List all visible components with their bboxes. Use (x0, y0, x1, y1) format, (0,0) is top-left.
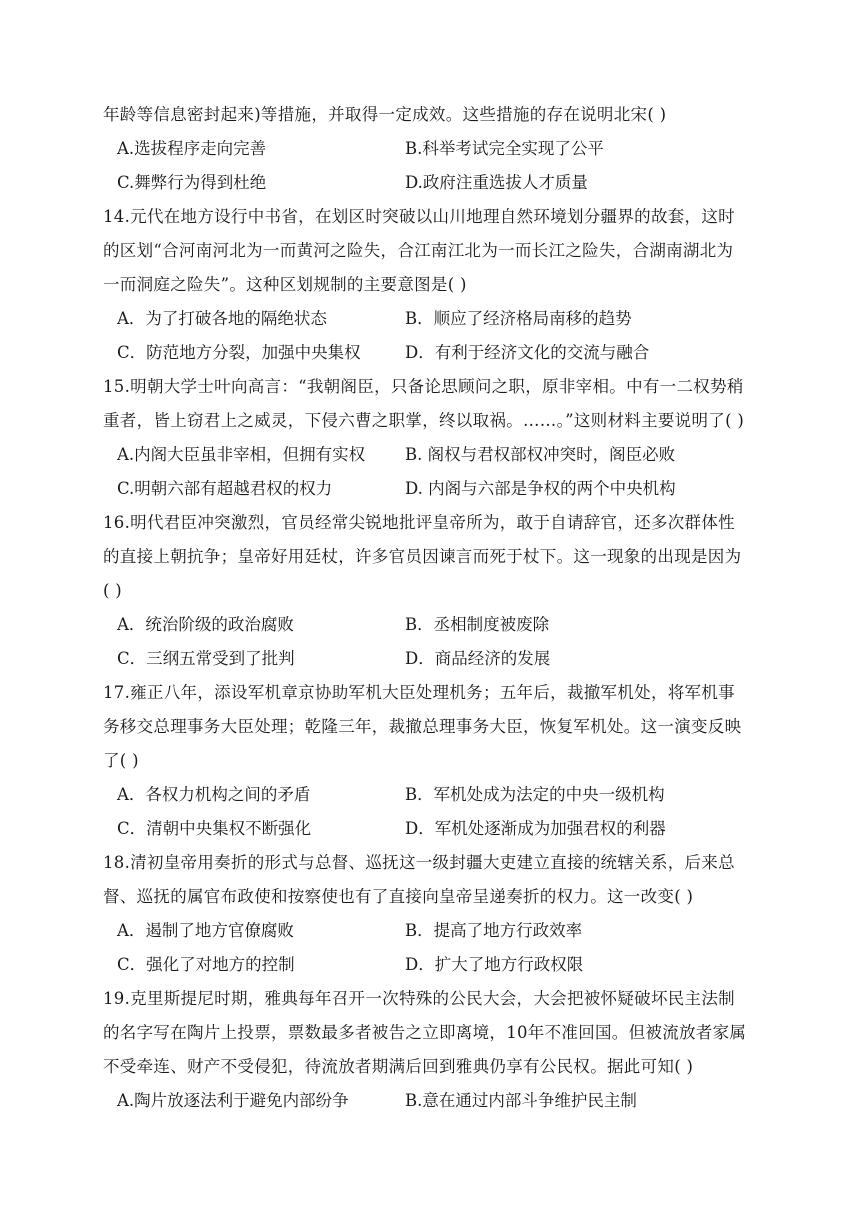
answer-option: D．扩大了地方行政权限 (405, 955, 584, 974)
answer-option: C．强化了对地方的控制 (117, 955, 295, 974)
question-text-line: 督、巡抚的属官布政使和按察使也有了直接向皇帝呈递奏折的权力。这一改变( ) (103, 887, 694, 906)
question-text-line: 14.元代在地方设行中书省，在划区时突破以山川地理自然环境划分疆界的故套，这时 (103, 207, 735, 226)
answer-options-row (103, 132, 763, 166)
question-text-line: 年龄等信息密封起来)等措施，并取得一定成效。这些措施的存在说明北宋( ) (103, 105, 667, 124)
question-text-line: 的名字写在陶片上投票，票数最多者被告之立即离境，10年不准回国。但被流放者家属 (103, 1023, 747, 1042)
answer-options-row (103, 914, 763, 948)
answer-options-row (103, 166, 763, 200)
answer-option: D. 内阁与六部是争权的两个中央机构 (405, 479, 676, 498)
answer-options-row (103, 336, 763, 370)
answer-options-row (103, 302, 763, 336)
answer-option: B.意在通过内部斗争维护民主制 (405, 1091, 637, 1110)
question-text-line: 18.清初皇帝用奏折的形式与总督、巡抚这一级封疆大吏建立直接的统辖关系，后来总 (103, 853, 735, 872)
answer-option: A．遏制了地方官僚腐败 (117, 921, 294, 940)
answer-option: A．各权力机构之间的矛盾 (117, 785, 311, 804)
answer-option: A.陶片放逐法利于避免内部纷争 (117, 1091, 349, 1110)
answer-option: B. 阁权与君权部权冲突时，阁臣必败 (405, 445, 676, 464)
answer-options-row (103, 472, 763, 506)
answer-option: A.选拔程序走向完善 (117, 139, 267, 158)
answer-option: A.内阁大臣虽非宰相，但拥有实权 (117, 445, 366, 464)
question-text-line: 了( ) (103, 751, 139, 770)
answer-option: A．为了打破各地的隔绝状态 (117, 309, 327, 328)
answer-options-row (103, 948, 763, 982)
answer-option: B.科举考试完全实现了公平 (405, 139, 604, 158)
question-text-line: 不受牵连、财产不受侵犯，待流放者期满后回到雅典仍享有公民权。据此可知( ) (103, 1057, 694, 1076)
answer-option: B．提高了地方行政效率 (405, 921, 583, 940)
answer-option: C．防范地方分裂，加强中央集权 (117, 343, 361, 362)
answer-option: B．军机处成为法定的中央一级机构 (405, 785, 665, 804)
answer-option: B．顺应了经济格局南移的趋势 (405, 309, 632, 328)
answer-options-row (103, 438, 763, 472)
answer-option: C.明朝六部有超越君权的权力 (117, 479, 333, 498)
question-text-line: 一而洞庭之险失”。这种区划规制的主要意图是( ) (103, 275, 467, 294)
exam-page (103, 98, 763, 1118)
answer-option: B．丞相制度被废除 (405, 615, 550, 634)
question-text-line: 的区划“合河南河北为一而黄河之险失，合江南江北为一而长江之险失，合湖南湖北为 (103, 241, 734, 260)
question-text-line: 的直接上朝抗争；皇帝好用廷杖，许多官员因谏言而死于杖下。这一现象的出现是因为 (103, 547, 742, 566)
question-text-line: 17.雍正八年，添设军机章京协助军机大臣处理机务；五年后，裁撤军机处，将军机事 (103, 683, 735, 702)
answer-options-row (103, 1084, 763, 1118)
answer-option: C.舞弊行为得到杜绝 (117, 173, 267, 192)
answer-option: D．商品经济的发展 (405, 649, 551, 668)
question-text-line: 19.克里斯提尼时期，雅典每年召开一次特殊的公民大会，大会把被怀疑破坏民主法制 (103, 989, 735, 1008)
question-text-line: 重者，皆上窃君上之威灵，下侵六曹之职掌，终以取祸。……。”这则材料主要说明了( ) (103, 411, 745, 430)
answer-option: C．三纲五常受到了批判 (117, 649, 295, 668)
question-text-line: 15.明朝大学士叶向高言：“我朝阁臣，只备论思顾问之职，原非宰相。中有一二权势稍 (103, 377, 744, 396)
answer-options-row (103, 642, 763, 676)
answer-options-row (103, 778, 763, 812)
question-text-line: 16.明代君臣冲突激烈，官员经常尖锐地批评皇帝所为，敢于自请辞官，还多次群体性 (103, 513, 735, 532)
question-text-line: 务移交总理事务大臣处理；乾隆三年，裁撤总理事务大臣，恢复军机处。这一演变反映 (103, 717, 742, 736)
answer-option: D.政府注重选拔人才质量 (405, 173, 588, 192)
answer-options-row (103, 812, 763, 846)
question-text-line: ( ) (103, 581, 123, 600)
answer-option: D．军机处逐渐成为加强君权的利器 (405, 819, 666, 838)
answer-option: A．统治阶级的政治腐败 (117, 615, 294, 634)
answer-option: D．有利于经济文化的交流与融合 (405, 343, 650, 362)
answer-option: C．清朝中央集权不断强化 (117, 819, 312, 838)
answer-options-row (103, 608, 763, 642)
